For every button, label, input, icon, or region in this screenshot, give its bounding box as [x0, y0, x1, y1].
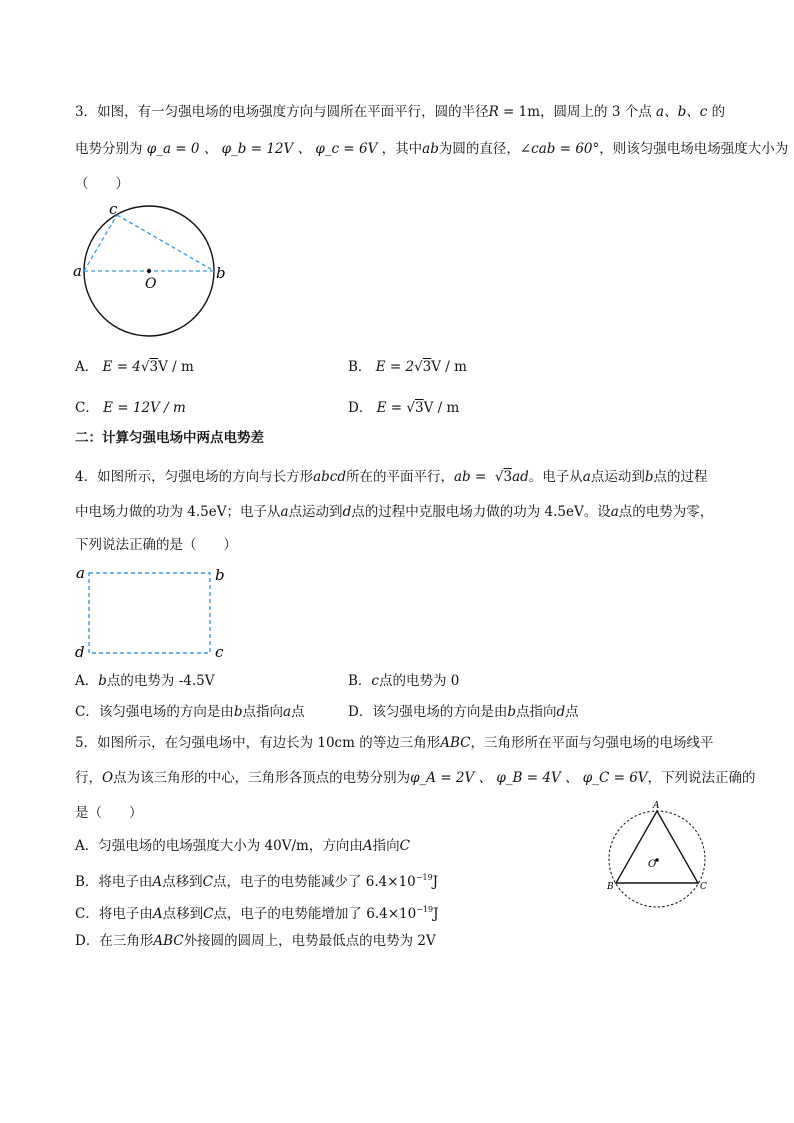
option-point: c [371, 673, 379, 689]
q3-text: 的 [711, 104, 726, 120]
q4-line-3: 下列说法正确的是（ ） [75, 537, 237, 553]
option-triangle: ABC [153, 933, 184, 949]
option-text: 外接圆的圆周上，电势最低点的电势为 2V [183, 933, 436, 949]
option-text: 将电子由 [98, 906, 153, 922]
option-point: b [233, 704, 243, 720]
q3-label-o: O [145, 276, 157, 292]
q3-option-c[interactable] [75, 398, 186, 418]
q5-label-o: O [648, 859, 657, 870]
q5-text: ，下列说法正确的 [647, 770, 756, 786]
q3-line-2 [75, 139, 788, 159]
option-exponent: −19 [416, 905, 434, 914]
q3-text: 3．如图，有一匀强电场的电场强度方向与圆所在平面平行，圆的半径 [75, 104, 489, 120]
option-text: 点移到 [162, 874, 203, 890]
option-exponent: −19 [415, 873, 433, 882]
sqrt-sign: √ [414, 359, 423, 375]
q3-chord-ac [84, 215, 117, 271]
q5-label-c: C [700, 882, 707, 892]
option-text: 点的电势为 0 [378, 673, 460, 689]
option-point: C [202, 874, 214, 890]
q4-text: 中电场力做的功为 4.5eV；电子从 [75, 504, 281, 520]
q3-label-c: c [109, 200, 118, 218]
q5-potentials: φ_A = 2V 、 φ_B = 4V 、 φ_C = 6V [410, 770, 648, 786]
option-expr: E = [376, 400, 407, 416]
option-text: 该匀强电场的方向是由 [98, 704, 234, 720]
q4-point: a [582, 469, 591, 485]
q4-rectangle-figure [70, 560, 235, 662]
q4-text: 点的过程 [653, 469, 708, 485]
sqrt-radicand: 3 [422, 359, 432, 375]
q3-chord-cb [117, 215, 214, 271]
q4-label-b: b [215, 566, 225, 584]
q3-diameter: ab [422, 141, 439, 157]
option-text: 点移到 [162, 906, 204, 922]
option-text: 指向 [372, 838, 400, 854]
q4-text: 。电子从 [528, 469, 583, 485]
q3-label-a: a [73, 262, 82, 280]
option-label: B． [75, 874, 99, 890]
option-text: 该匀强电场的方向是由 [372, 704, 508, 720]
q3-text: ，则该匀强电场电场强度大小为 [599, 141, 789, 157]
option-expr: E = 2 [375, 359, 415, 375]
sqrt-radicand: 3 [503, 469, 513, 485]
q4-eq: ab = [454, 469, 491, 485]
q4-text: 点的电势为零， [618, 504, 714, 520]
q4-text: 点运动到 [288, 504, 343, 520]
option-label: C． [75, 704, 99, 720]
q5-triangle-name: ABC [440, 735, 471, 751]
q4-option-a[interactable] [75, 671, 214, 691]
q3-text: ，其中 [381, 141, 423, 157]
q5-label-a: A [653, 801, 660, 811]
option-text: 点，电子的电势能增加了 6.4×10 [213, 906, 417, 922]
q4-label-a: a [76, 564, 85, 582]
q3-line-1 [75, 102, 725, 122]
q3-option-d[interactable] [348, 398, 459, 418]
q3-points: a、b、c [651, 104, 712, 120]
option-point: b [507, 704, 516, 720]
q3-potentials: φ_a = 0 、 φ_b = 12V 、 φ_c = 6V [142, 141, 382, 157]
option-text: 点指向 [515, 704, 557, 720]
q3-option-b[interactable] [348, 357, 467, 377]
q4-text: 4．如图所示，匀强电场的方向与长方形 [75, 469, 314, 485]
option-text: 点 [291, 704, 305, 720]
q5-text: ，三角形所在平面与匀强电场的电场线平 [470, 735, 714, 751]
sqrt-sign: √ [140, 359, 150, 375]
q3-option-a[interactable] [75, 357, 194, 377]
option-expr: E = 4 [102, 359, 141, 375]
q4-point: a [280, 504, 289, 520]
q4-option-d[interactable] [348, 702, 579, 722]
q5-label-b: B [607, 882, 614, 892]
option-point: A [152, 906, 163, 922]
option-unit: J [432, 874, 439, 890]
q5-option-b[interactable] [75, 868, 438, 892]
q3-center-dot [147, 269, 151, 273]
q4-rectangle [89, 573, 210, 653]
option-point: C [203, 906, 214, 922]
q3-radius-symbol: R [488, 104, 499, 120]
option-label: A． [75, 838, 99, 854]
option-unit: J [433, 906, 439, 922]
sqrt-radicand: 3 [149, 359, 159, 375]
q5-text: 行， [75, 770, 102, 786]
option-unit: V / m [431, 359, 467, 375]
q3-circle-figure [68, 200, 238, 345]
q5-center: O [102, 770, 114, 786]
q5-option-c[interactable] [75, 900, 439, 924]
q4-point: b [644, 469, 654, 485]
option-text: 点，电子的电势能减少了 6.4×10 [213, 874, 416, 890]
q4-rect-name: abcd [313, 469, 346, 485]
option-label: D． [75, 933, 100, 949]
option-text: 在三角形 [99, 933, 154, 949]
option-label: A． [75, 359, 99, 375]
option-unit: V / m [423, 400, 460, 416]
option-point: A [152, 874, 163, 890]
q5-line-3: 是（ ） [75, 805, 143, 821]
q4-text: 所在的平面平行， [346, 469, 454, 485]
q4-text: 点的过程中克服电场力做的功为 4.5eV。设 [351, 504, 611, 520]
q3-text: 为圆的直径， [438, 141, 520, 157]
q5-text: 点为该三角形的中心，三角形各顶点的电势分别为 [113, 770, 411, 786]
option-point: d [556, 704, 566, 720]
q4-option-b[interactable] [348, 671, 459, 691]
q3-angle: ∠cab = 60° [519, 141, 600, 157]
sqrt-sign: √ [494, 469, 504, 485]
option-label: B． [348, 673, 372, 689]
q4-label-d: d [75, 643, 85, 661]
option-text: 点指向 [242, 704, 283, 720]
q3-label-b: b [216, 264, 226, 282]
q5-triangle [616, 811, 698, 883]
q5-text: 5．如图所示，在匀强电场中，有边长为 10cm 的等边三角形 [75, 735, 441, 751]
q5-option-a[interactable] [75, 836, 410, 856]
option-text: 点的电势为 -4.5V [106, 673, 215, 689]
option-point: A [362, 838, 373, 854]
option-label: B． [348, 359, 372, 375]
option-label: C． [75, 906, 99, 922]
q4-text: 点运动到 [590, 469, 645, 485]
q4-point: d [342, 504, 352, 520]
q5-triangle-figure [600, 797, 720, 912]
option-label: D． [348, 704, 373, 720]
q3-text: ，圆周上的 3 个点 [540, 104, 652, 120]
q4-line-1 [75, 467, 708, 487]
q3-text: 电势分别为 [75, 141, 143, 157]
option-point: C [399, 838, 410, 854]
option-label: D． [348, 400, 373, 416]
sqrt-radicand: 3 [414, 400, 424, 416]
q5-line-1 [75, 733, 713, 753]
option-point: a [283, 704, 292, 720]
q4-ad: ad [512, 469, 529, 485]
option-text: 将电子由 [98, 874, 153, 890]
q4-label-c: c [215, 643, 224, 661]
option-expr: E = 12V / m [103, 400, 186, 416]
q3-radius-value: = 1m [498, 104, 541, 120]
section-heading: 二：计算匀强电场中两点电势差 [75, 430, 264, 446]
option-text: 点 [565, 704, 579, 720]
option-text: 匀强电场的电场强度大小为 40V/m，方向由 [98, 838, 363, 854]
q5-option-d[interactable] [75, 931, 436, 951]
option-label: C． [75, 400, 99, 416]
q5-line-2 [75, 768, 756, 788]
q4-point: a [610, 504, 619, 520]
option-point: b [98, 673, 107, 689]
option-unit: V / m [158, 359, 194, 375]
option-label: A． [75, 673, 99, 689]
q3-line-3: （ ） [75, 176, 129, 192]
q4-line-2 [75, 502, 713, 522]
sqrt-sign: √ [406, 400, 415, 416]
q4-option-c[interactable] [75, 702, 305, 722]
